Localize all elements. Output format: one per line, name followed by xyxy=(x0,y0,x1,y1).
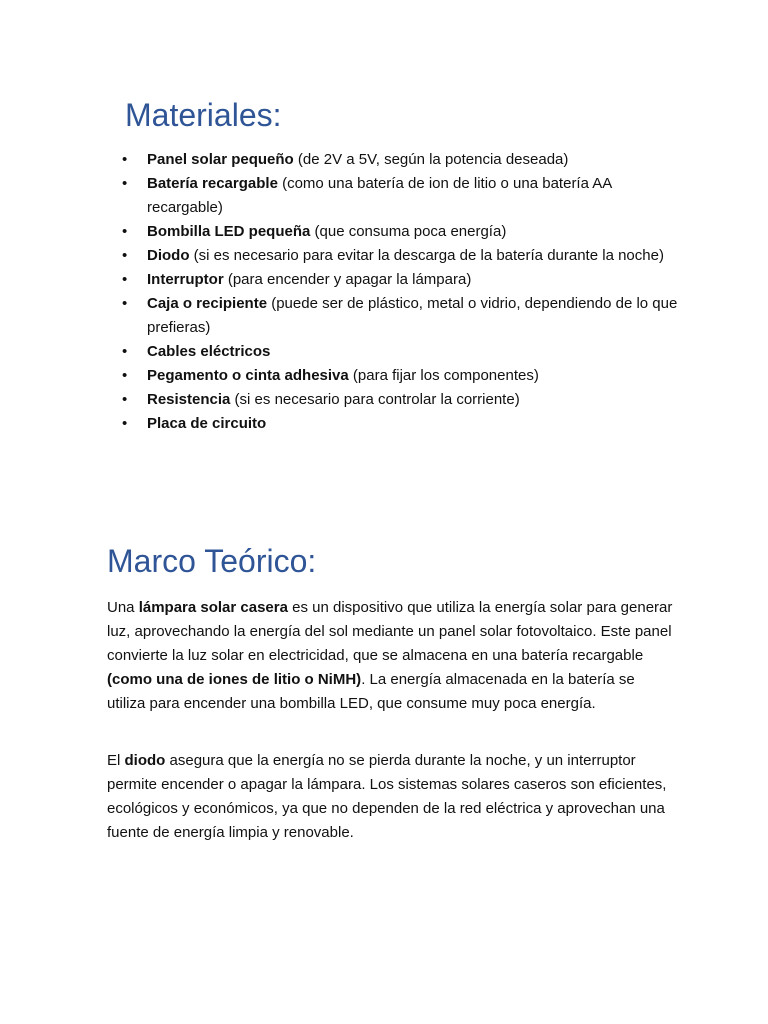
text-run: asegura que la energía no se pierda durante la noche, y un interruptor permite encender o apagar la lámpara. Los sistemas solares caseros son eficientes, ecológicos y económicos, ya que no dependen de la red eléctrica y aprovechan una fuente de energía limpia y renovable. xyxy=(107,752,667,841)
item-name: Panel solar pequeño xyxy=(147,151,294,168)
item-name: Placa de circuito xyxy=(147,415,267,432)
list-item xyxy=(120,268,680,292)
list-item xyxy=(120,340,680,364)
list-item xyxy=(120,364,680,388)
list-item xyxy=(120,148,680,172)
item-name: Pegamento o cinta adhesiva xyxy=(147,367,349,384)
bullet-icon: • xyxy=(122,391,128,408)
item-detail: (para fijar los componentes) xyxy=(348,367,539,384)
bullet-icon: • xyxy=(122,175,128,192)
materials-heading: Materiales: xyxy=(125,97,282,133)
item-detail: (si es necesario para controlar la corriente) xyxy=(230,391,520,408)
bullet-icon: • xyxy=(122,295,128,312)
list-item xyxy=(120,172,680,220)
bold-term: lámpara solar casera xyxy=(138,599,288,616)
materials-list xyxy=(120,148,680,436)
list-item xyxy=(120,220,680,244)
bullet-icon: • xyxy=(122,247,128,264)
text-run: El xyxy=(107,752,125,769)
list-item xyxy=(120,292,680,340)
bullet-icon: • xyxy=(122,343,128,360)
list-item xyxy=(120,244,680,268)
marco-teorico-heading: Marco Teórico: xyxy=(107,543,317,579)
bullet-icon: • xyxy=(122,271,128,288)
bullet-icon: • xyxy=(122,151,128,168)
item-detail: (puede ser de plástico, metal o vidrio, dependiendo de lo que prefieras) xyxy=(147,295,678,336)
bullet-icon: • xyxy=(122,223,128,240)
item-name: Cables eléctricos xyxy=(147,343,271,360)
paragraph-diodo xyxy=(107,749,677,845)
item-name: Caja o recipiente xyxy=(147,295,268,312)
text-run: es un dispositivo que utiliza la energía solar para generar luz, aprovechando la energía del sol mediante un panel solar fotovoltaico. Este panel convierte la luz solar en electricidad, que se almacena en una batería recargable xyxy=(107,599,673,664)
item-detail: (si es necesario para evitar la descarga de la batería durante la noche) xyxy=(189,247,664,264)
bullet-icon: • xyxy=(122,367,128,384)
item-detail: (como una batería de ion de litio o una batería AA recargable) xyxy=(147,175,612,216)
item-detail: (que consuma poca energía) xyxy=(310,223,507,240)
text-run: . La energía almacenada en la batería se utiliza para encender una bombilla LED, que consume muy poca energía. xyxy=(107,671,635,712)
item-detail: (de 2V a 5V, según la potencia deseada) xyxy=(293,151,569,168)
bullet-icon: • xyxy=(122,415,128,432)
list-item xyxy=(120,412,680,436)
item-name: Batería recargable xyxy=(147,175,278,192)
item-name: Interruptor xyxy=(147,271,224,288)
item-detail: (para encender y apagar la lámpara) xyxy=(223,271,472,288)
item-name: Resistencia xyxy=(147,391,231,408)
list-item xyxy=(120,388,680,412)
paragraph-lampara xyxy=(107,596,677,716)
item-name: Bombilla LED pequeña xyxy=(147,223,311,240)
text-run: Una xyxy=(107,599,139,616)
item-name: Diodo xyxy=(147,247,190,264)
bold-term: diodo xyxy=(124,752,166,769)
bold-term: (como una de iones de litio o NiMH) xyxy=(107,671,362,688)
